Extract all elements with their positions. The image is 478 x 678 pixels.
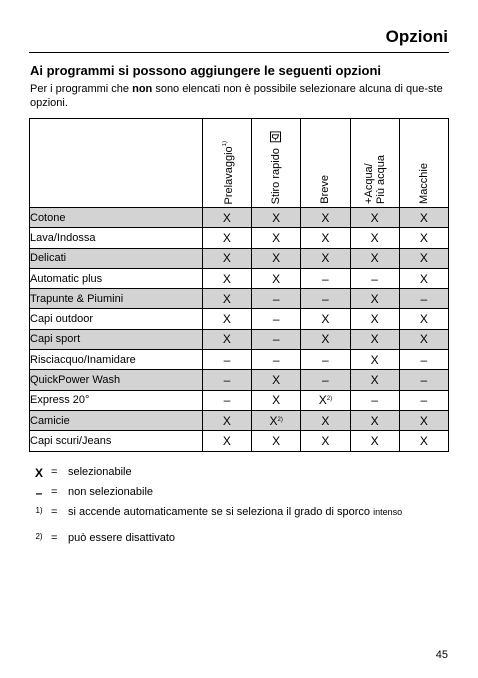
option-value: X — [419, 312, 428, 327]
program-name-cell: QuickPower Wash — [30, 370, 203, 390]
legend-text: non selezionabile — [68, 486, 154, 498]
program-name-cell: Capi outdoor — [30, 309, 203, 329]
column-label-line1: +Acqua/ — [362, 163, 375, 204]
option-value: – — [272, 332, 280, 347]
option-value: X — [370, 332, 379, 347]
option-value: X — [272, 271, 281, 286]
option-value-cell — [301, 208, 350, 228]
column-header-breve — [301, 119, 350, 208]
option-value: X — [222, 332, 231, 347]
option-value: – — [272, 291, 280, 306]
column-footnote: 1) — [221, 140, 228, 146]
legend-symbol: 2) — [35, 532, 43, 541]
option-value: X — [269, 413, 278, 428]
program-name-cell: Risciacquo/Inamidare — [30, 350, 203, 370]
program-name-cell: Delicati — [30, 248, 203, 268]
option-value-cell — [202, 268, 251, 288]
option-value-cell — [399, 309, 448, 329]
table-row — [30, 309, 449, 329]
option-value-cell — [301, 410, 350, 430]
option-value: X — [321, 210, 330, 225]
table-body — [30, 208, 449, 452]
intro-paragraph — [30, 82, 450, 110]
option-value-cell — [252, 208, 301, 228]
table-header-row — [30, 119, 449, 208]
column-label-line2: Più acqua — [374, 155, 387, 204]
option-value-cell — [252, 370, 301, 390]
option-value-cell — [350, 370, 399, 390]
option-value: X — [419, 251, 428, 266]
column-label: Prelavaggio — [222, 145, 235, 204]
option-value-cell — [350, 248, 399, 268]
option-value: – — [322, 352, 329, 367]
option-value: – — [272, 312, 280, 327]
option-value-cell — [202, 228, 251, 248]
option-value-cell — [202, 329, 251, 349]
table-row — [30, 350, 449, 370]
option-value-cell — [301, 228, 350, 248]
option-value: – — [420, 291, 428, 306]
legend-symbol: 1) — [35, 506, 43, 515]
table-row — [30, 248, 449, 268]
option-value-cell — [252, 228, 301, 248]
option-value-cell — [202, 350, 251, 370]
option-value: X — [370, 291, 379, 306]
legend-text-small: intenso — [373, 507, 403, 517]
program-name-cell: Capi sport — [30, 329, 203, 349]
option-value-cell — [202, 309, 251, 329]
intro-text-after: sono elencati non è possibile selezionare alcuna di que-ste opzioni. — [30, 83, 443, 109]
option-value-cell — [350, 289, 399, 309]
option-value: X — [222, 291, 231, 306]
option-value: X — [419, 332, 428, 347]
option-value: – — [223, 393, 231, 408]
option-value-cell — [399, 350, 448, 370]
option-value-cell — [399, 410, 448, 430]
legend-item — [32, 532, 452, 552]
column-header-piu-acqua — [350, 119, 399, 208]
legend-text: può essere disattivato — [68, 532, 176, 544]
table-row — [30, 268, 449, 288]
option-value: X — [321, 433, 330, 448]
option-value-cell — [350, 309, 399, 329]
iron-steam-icon — [271, 131, 282, 142]
option-value-cell — [301, 268, 350, 288]
option-value-cell — [202, 248, 251, 268]
option-value: – — [223, 373, 231, 388]
legend-symbol: X — [34, 466, 43, 480]
table-row — [30, 370, 449, 390]
legend-equals: = — [51, 506, 58, 518]
option-value: X — [370, 373, 379, 388]
column-header-macchie — [399, 119, 448, 208]
option-value-cell — [252, 248, 301, 268]
option-value-cell — [252, 390, 301, 410]
table-row — [30, 329, 449, 349]
legend-symbol: – — [35, 486, 43, 500]
legend-item — [32, 466, 452, 486]
option-value: X — [419, 433, 428, 448]
option-value-cell — [399, 390, 448, 410]
option-value: X — [370, 413, 379, 428]
legend-text — [68, 506, 402, 518]
option-value: X — [222, 230, 231, 245]
option-value-cell — [350, 329, 399, 349]
table-row — [30, 208, 449, 228]
column-label: Breve — [319, 175, 332, 204]
option-value-cell — [301, 390, 350, 410]
option-value: – — [420, 373, 428, 388]
legend-equals: = — [51, 532, 58, 544]
option-value-cell — [202, 208, 251, 228]
option-value: X — [222, 413, 231, 428]
option-value-cell — [399, 208, 448, 228]
option-value: – — [322, 271, 329, 286]
option-value: X — [272, 393, 281, 408]
option-value-cell — [202, 431, 251, 451]
option-value-cell — [252, 329, 301, 349]
option-value-cell — [350, 228, 399, 248]
option-value-cell — [350, 350, 399, 370]
program-name-cell: Capi scuri/Jeans — [30, 431, 203, 451]
program-name-cell: Lava/Indossa — [30, 228, 203, 248]
option-value: X — [321, 251, 330, 266]
program-name-cell: Cotone — [30, 208, 203, 228]
option-value-cell — [301, 350, 350, 370]
option-value-cell — [252, 289, 301, 309]
option-value: X — [370, 230, 379, 245]
option-value-cell — [301, 370, 350, 390]
option-value: X — [272, 373, 281, 388]
column-header-prelavaggio — [202, 119, 251, 208]
table-row — [30, 410, 449, 430]
option-value: X — [370, 312, 379, 327]
option-value-cell — [399, 228, 448, 248]
header-corner-cell — [30, 119, 203, 208]
option-value-cell — [252, 431, 301, 451]
option-value-cell — [350, 268, 399, 288]
legend-item — [32, 486, 452, 506]
program-name-cell: Express 20° — [30, 390, 203, 410]
option-value-cell — [399, 248, 448, 268]
option-value: – — [223, 352, 231, 367]
option-value: – — [371, 393, 378, 408]
intro-text-before: Per i programmi che — [30, 83, 133, 95]
table-row — [30, 390, 449, 410]
option-value-cell — [301, 289, 350, 309]
option-value-cell — [301, 248, 350, 268]
option-value-cell — [252, 268, 301, 288]
option-value-cell — [350, 431, 399, 451]
options-table — [29, 118, 449, 452]
program-name-cell: Automatic plus — [30, 268, 203, 288]
program-name-cell: Trapunte & Piumini — [30, 289, 203, 309]
column-label: Stiro rapido — [270, 147, 283, 204]
option-value-cell — [399, 370, 448, 390]
option-value: X — [321, 413, 330, 428]
option-value-cell — [350, 390, 399, 410]
column-label: Macchie — [417, 163, 430, 204]
option-value-cell — [202, 289, 251, 309]
option-value: X — [321, 332, 330, 347]
option-value: X — [419, 271, 428, 286]
legend-equals: = — [51, 466, 58, 478]
table-row — [30, 289, 449, 309]
option-value-cell — [399, 329, 448, 349]
option-value-cell — [399, 289, 448, 309]
option-value-cell — [301, 309, 350, 329]
option-value: X — [321, 312, 330, 327]
option-value: X — [321, 230, 330, 245]
section-heading: Ai programmi si possono aggiungere le seguenti opzioni — [30, 63, 382, 78]
legend-item — [32, 506, 452, 532]
option-value: X — [222, 271, 231, 286]
option-value: X — [419, 230, 428, 245]
legend-text-main: si accende automaticamente se si seleziona il grado di sporco — [68, 506, 374, 518]
option-value-cell — [202, 390, 251, 410]
option-value: X — [222, 210, 231, 225]
option-value: X — [222, 312, 231, 327]
program-name-cell: Camicie — [30, 410, 203, 430]
option-value: X — [272, 210, 281, 225]
option-value: – — [322, 373, 329, 388]
table-row — [30, 431, 449, 451]
option-value: X — [222, 251, 231, 266]
page-title: Opzioni — [385, 27, 448, 46]
footnote-marker: 2) — [277, 416, 283, 423]
option-value: – — [420, 393, 428, 408]
title-divider — [29, 52, 449, 53]
option-value: X — [370, 352, 379, 367]
option-value: X — [370, 210, 379, 225]
option-value: – — [371, 271, 378, 286]
option-value-cell — [399, 431, 448, 451]
option-value: X — [419, 413, 428, 428]
option-value: X — [318, 393, 327, 408]
option-value: X — [419, 210, 428, 225]
option-value: X — [222, 433, 231, 448]
option-value: X — [272, 230, 281, 245]
option-value: X — [272, 251, 281, 266]
column-header-stiro-rapido — [252, 119, 301, 208]
legend — [32, 466, 452, 552]
option-value-cell — [252, 309, 301, 329]
option-value-cell — [252, 350, 301, 370]
option-value-cell — [350, 410, 399, 430]
option-value: – — [272, 352, 280, 367]
option-value-cell — [301, 431, 350, 451]
option-value: X — [272, 433, 281, 448]
intro-text-bold: non — [132, 83, 153, 95]
option-value-cell — [202, 370, 251, 390]
option-value-cell — [350, 208, 399, 228]
option-value-cell — [202, 410, 251, 430]
option-value: – — [322, 291, 329, 306]
option-value: X — [370, 251, 379, 266]
option-value-cell — [399, 268, 448, 288]
page-number: 45 — [435, 649, 448, 661]
footnote-marker: 2) — [326, 396, 333, 403]
option-value: – — [420, 352, 428, 367]
option-value: X — [370, 433, 379, 448]
legend-equals: = — [51, 486, 58, 498]
legend-text: selezionabile — [68, 466, 132, 478]
option-value-cell — [301, 329, 350, 349]
table-row — [30, 228, 449, 248]
option-value-cell — [252, 410, 301, 430]
